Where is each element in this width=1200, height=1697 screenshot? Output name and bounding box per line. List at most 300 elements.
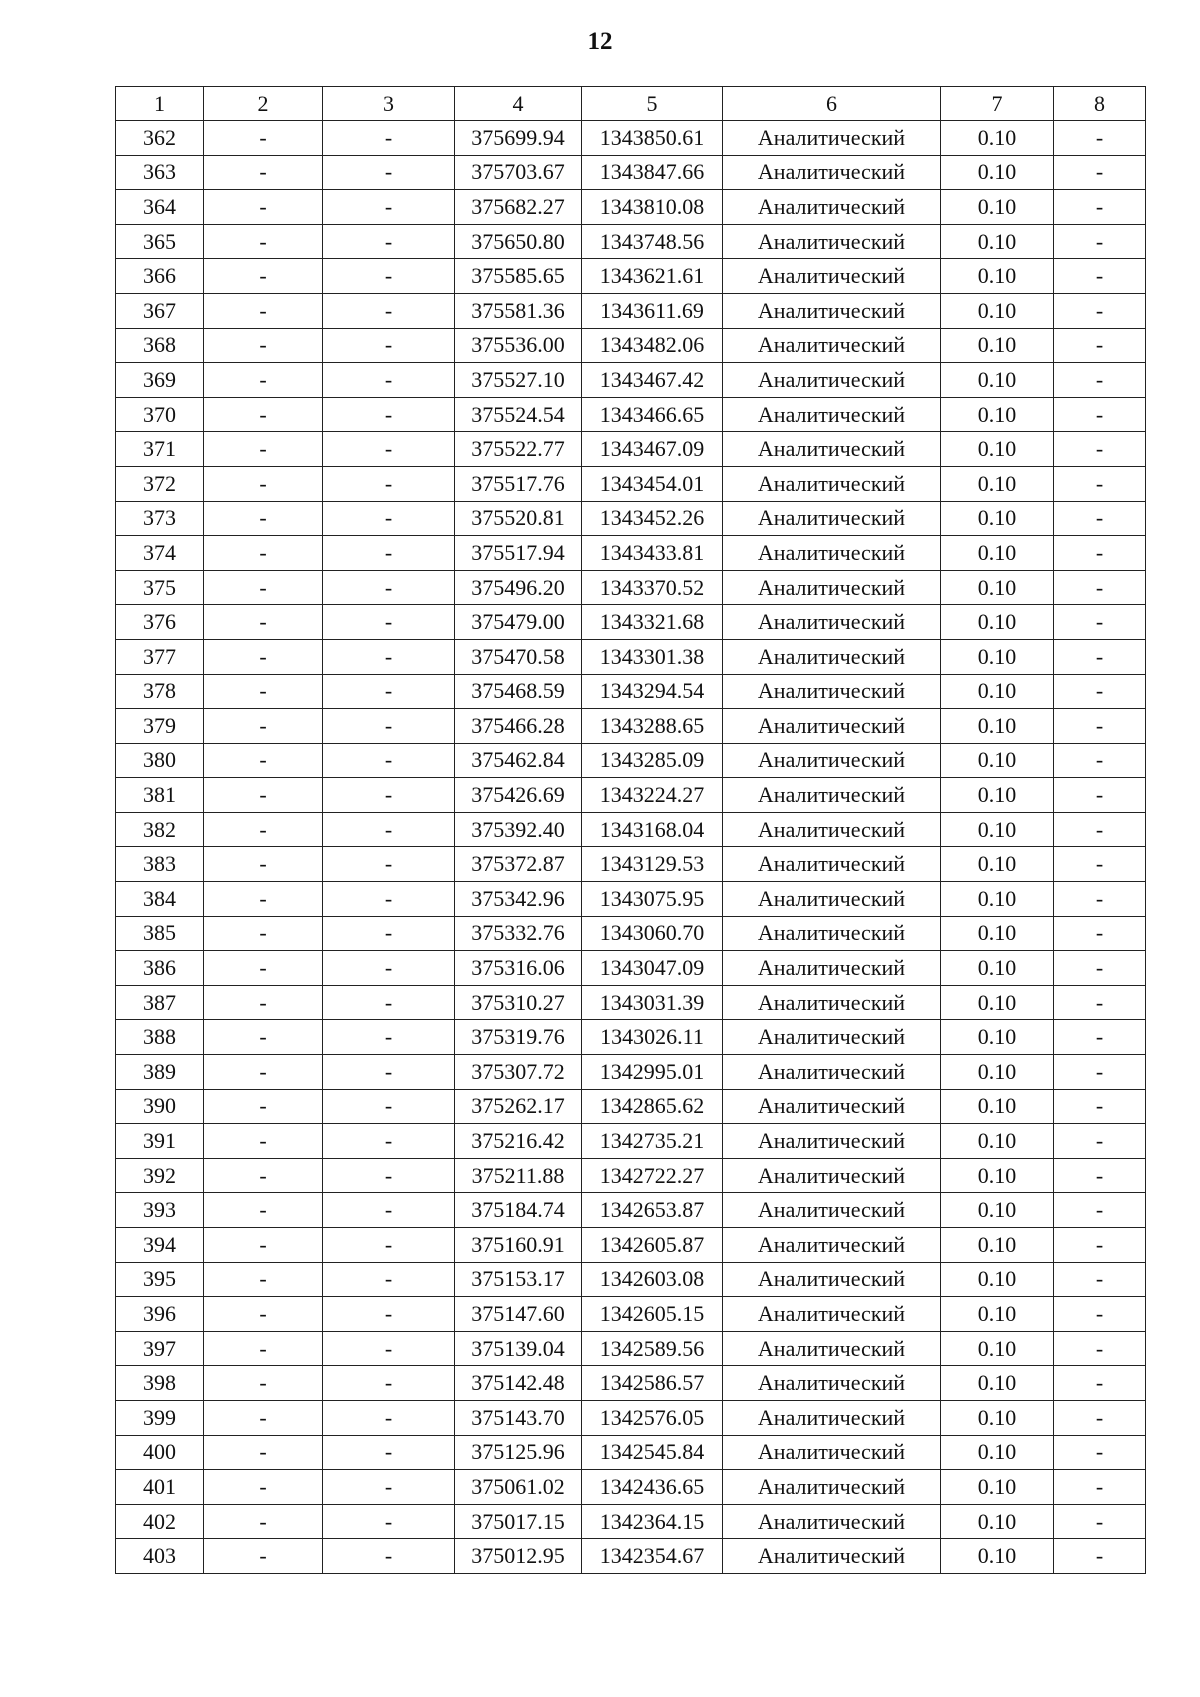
col2-cell: - xyxy=(204,155,323,190)
method-cell: Аналитический xyxy=(723,1089,941,1124)
table-header-row xyxy=(116,87,1146,121)
table-row xyxy=(116,155,1146,190)
point-number-cell: 400 xyxy=(116,1435,204,1470)
col8-cell: - xyxy=(1054,1331,1146,1366)
col2-cell: - xyxy=(204,570,323,605)
col8-cell: - xyxy=(1054,1089,1146,1124)
table-row xyxy=(116,1297,1146,1332)
y-coordinate-cell: 1343294.54 xyxy=(582,674,723,709)
method-cell: Аналитический xyxy=(723,259,941,294)
col3-cell: - xyxy=(323,259,455,294)
point-number-cell: 383 xyxy=(116,847,204,882)
col8-cell: - xyxy=(1054,778,1146,813)
method-cell: Аналитический xyxy=(723,1055,941,1090)
table-row xyxy=(116,1504,1146,1539)
method-cell: Аналитический xyxy=(723,709,941,744)
table-row xyxy=(116,674,1146,709)
y-coordinate-cell: 1343288.65 xyxy=(582,709,723,744)
col2-cell: - xyxy=(204,951,323,986)
method-cell: Аналитический xyxy=(723,501,941,536)
accuracy-cell: 0.10 xyxy=(941,1504,1054,1539)
y-coordinate-cell: 1343467.09 xyxy=(582,432,723,467)
table-row xyxy=(116,1331,1146,1366)
col3-cell: - xyxy=(323,190,455,225)
col3-cell: - xyxy=(323,1400,455,1435)
accuracy-cell: 0.10 xyxy=(941,1124,1054,1159)
point-number-cell: 381 xyxy=(116,778,204,813)
table-row xyxy=(116,432,1146,467)
col3-cell: - xyxy=(323,155,455,190)
y-coordinate-cell: 1343466.65 xyxy=(582,397,723,432)
col2-cell: - xyxy=(204,1262,323,1297)
table-row xyxy=(116,709,1146,744)
col3-cell: - xyxy=(323,293,455,328)
col2-cell: - xyxy=(204,1470,323,1505)
point-number-cell: 375 xyxy=(116,570,204,605)
point-number-cell: 362 xyxy=(116,121,204,156)
column-header: 8 xyxy=(1054,87,1146,121)
accuracy-cell: 0.10 xyxy=(941,1297,1054,1332)
x-coordinate-cell: 375517.94 xyxy=(455,536,582,571)
col3-cell: - xyxy=(323,778,455,813)
table-row xyxy=(116,363,1146,398)
col2-cell: - xyxy=(204,397,323,432)
col2-cell: - xyxy=(204,121,323,156)
col2-cell: - xyxy=(204,1193,323,1228)
page-number: 12 xyxy=(587,28,613,55)
col8-cell: - xyxy=(1054,985,1146,1020)
point-number-cell: 370 xyxy=(116,397,204,432)
y-coordinate-cell: 1342576.05 xyxy=(582,1400,723,1435)
method-cell: Аналитический xyxy=(723,743,941,778)
point-number-cell: 377 xyxy=(116,639,204,674)
y-coordinate-cell: 1342354.67 xyxy=(582,1539,723,1574)
table-row xyxy=(116,328,1146,363)
table-row xyxy=(116,501,1146,536)
point-number-cell: 366 xyxy=(116,259,204,294)
y-coordinate-cell: 1343810.08 xyxy=(582,190,723,225)
col8-cell: - xyxy=(1054,1539,1146,1574)
x-coordinate-cell: 375216.42 xyxy=(455,1124,582,1159)
table-row xyxy=(116,224,1146,259)
column-header: 3 xyxy=(323,87,455,121)
point-number-cell: 403 xyxy=(116,1539,204,1574)
x-coordinate-cell: 375703.67 xyxy=(455,155,582,190)
y-coordinate-cell: 1342436.65 xyxy=(582,1470,723,1505)
y-coordinate-cell: 1343224.27 xyxy=(582,778,723,813)
col2-cell: - xyxy=(204,812,323,847)
method-cell: Аналитический xyxy=(723,1262,941,1297)
method-cell: Аналитический xyxy=(723,328,941,363)
x-coordinate-cell: 375392.40 xyxy=(455,812,582,847)
method-cell: Аналитический xyxy=(723,1435,941,1470)
col3-cell: - xyxy=(323,1331,455,1366)
col2-cell: - xyxy=(204,1331,323,1366)
col3-cell: - xyxy=(323,605,455,640)
col3-cell: - xyxy=(323,328,455,363)
col2-cell: - xyxy=(204,1297,323,1332)
point-number-cell: 367 xyxy=(116,293,204,328)
y-coordinate-cell: 1343075.95 xyxy=(582,882,723,917)
point-number-cell: 397 xyxy=(116,1331,204,1366)
table-row xyxy=(116,605,1146,640)
col8-cell: - xyxy=(1054,397,1146,432)
col2-cell: - xyxy=(204,259,323,294)
method-cell: Аналитический xyxy=(723,847,941,882)
col2-cell: - xyxy=(204,363,323,398)
method-cell: Аналитический xyxy=(723,1504,941,1539)
method-cell: Аналитический xyxy=(723,363,941,398)
y-coordinate-cell: 1343060.70 xyxy=(582,916,723,951)
point-number-cell: 384 xyxy=(116,882,204,917)
y-coordinate-cell: 1343482.06 xyxy=(582,328,723,363)
col3-cell: - xyxy=(323,1228,455,1263)
table-row xyxy=(116,1262,1146,1297)
col8-cell: - xyxy=(1054,674,1146,709)
table-row xyxy=(116,1124,1146,1159)
table-row xyxy=(116,570,1146,605)
col8-cell: - xyxy=(1054,1158,1146,1193)
point-number-cell: 392 xyxy=(116,1158,204,1193)
col3-cell: - xyxy=(323,224,455,259)
accuracy-cell: 0.10 xyxy=(941,1089,1054,1124)
x-coordinate-cell: 375462.84 xyxy=(455,743,582,778)
x-coordinate-cell: 375310.27 xyxy=(455,985,582,1020)
y-coordinate-cell: 1343026.11 xyxy=(582,1020,723,1055)
x-coordinate-cell: 375468.59 xyxy=(455,674,582,709)
col2-cell: - xyxy=(204,1504,323,1539)
col2-cell: - xyxy=(204,1020,323,1055)
method-cell: Аналитический xyxy=(723,778,941,813)
accuracy-cell: 0.10 xyxy=(941,466,1054,501)
x-coordinate-cell: 375682.27 xyxy=(455,190,582,225)
accuracy-cell: 0.10 xyxy=(941,397,1054,432)
col8-cell: - xyxy=(1054,466,1146,501)
col8-cell: - xyxy=(1054,916,1146,951)
point-number-cell: 390 xyxy=(116,1089,204,1124)
coordinates-table xyxy=(115,86,1146,1574)
table-row xyxy=(116,466,1146,501)
point-number-cell: 401 xyxy=(116,1470,204,1505)
y-coordinate-cell: 1343370.52 xyxy=(582,570,723,605)
x-coordinate-cell: 375143.70 xyxy=(455,1400,582,1435)
x-coordinate-cell: 375342.96 xyxy=(455,882,582,917)
col8-cell: - xyxy=(1054,1262,1146,1297)
y-coordinate-cell: 1343621.61 xyxy=(582,259,723,294)
col2-cell: - xyxy=(204,293,323,328)
col2-cell: - xyxy=(204,466,323,501)
accuracy-cell: 0.10 xyxy=(941,1400,1054,1435)
col8-cell: - xyxy=(1054,639,1146,674)
method-cell: Аналитический xyxy=(723,536,941,571)
col3-cell: - xyxy=(323,1055,455,1090)
x-coordinate-cell: 375147.60 xyxy=(455,1297,582,1332)
point-number-cell: 388 xyxy=(116,1020,204,1055)
col2-cell: - xyxy=(204,639,323,674)
y-coordinate-cell: 1342605.15 xyxy=(582,1297,723,1332)
col2-cell: - xyxy=(204,1435,323,1470)
col2-cell: - xyxy=(204,1089,323,1124)
method-cell: Аналитический xyxy=(723,812,941,847)
point-number-cell: 398 xyxy=(116,1366,204,1401)
col8-cell: - xyxy=(1054,501,1146,536)
method-cell: Аналитический xyxy=(723,224,941,259)
col3-cell: - xyxy=(323,1539,455,1574)
point-number-cell: 391 xyxy=(116,1124,204,1159)
col3-cell: - xyxy=(323,363,455,398)
col8-cell: - xyxy=(1054,570,1146,605)
accuracy-cell: 0.10 xyxy=(941,882,1054,917)
point-number-cell: 368 xyxy=(116,328,204,363)
y-coordinate-cell: 1342603.08 xyxy=(582,1262,723,1297)
col2-cell: - xyxy=(204,882,323,917)
col8-cell: - xyxy=(1054,536,1146,571)
col8-cell: - xyxy=(1054,259,1146,294)
x-coordinate-cell: 375153.17 xyxy=(455,1262,582,1297)
table-row xyxy=(116,1470,1146,1505)
table-row xyxy=(116,778,1146,813)
table-row xyxy=(116,259,1146,294)
accuracy-cell: 0.10 xyxy=(941,916,1054,951)
col8-cell: - xyxy=(1054,1435,1146,1470)
table-row xyxy=(116,985,1146,1020)
accuracy-cell: 0.10 xyxy=(941,951,1054,986)
accuracy-cell: 0.10 xyxy=(941,190,1054,225)
col2-cell: - xyxy=(204,1124,323,1159)
col2-cell: - xyxy=(204,674,323,709)
x-coordinate-cell: 375142.48 xyxy=(455,1366,582,1401)
col3-cell: - xyxy=(323,570,455,605)
accuracy-cell: 0.10 xyxy=(941,1020,1054,1055)
col3-cell: - xyxy=(323,985,455,1020)
y-coordinate-cell: 1342364.15 xyxy=(582,1504,723,1539)
method-cell: Аналитический xyxy=(723,605,941,640)
y-coordinate-cell: 1342605.87 xyxy=(582,1228,723,1263)
accuracy-cell: 0.10 xyxy=(941,1539,1054,1574)
col8-cell: - xyxy=(1054,1470,1146,1505)
column-header: 4 xyxy=(455,87,582,121)
accuracy-cell: 0.10 xyxy=(941,1055,1054,1090)
col2-cell: - xyxy=(204,1400,323,1435)
col8-cell: - xyxy=(1054,709,1146,744)
point-number-cell: 369 xyxy=(116,363,204,398)
y-coordinate-cell: 1343047.09 xyxy=(582,951,723,986)
x-coordinate-cell: 375139.04 xyxy=(455,1331,582,1366)
y-coordinate-cell: 1343301.38 xyxy=(582,639,723,674)
x-coordinate-cell: 375372.87 xyxy=(455,847,582,882)
x-coordinate-cell: 375496.20 xyxy=(455,570,582,605)
accuracy-cell: 0.10 xyxy=(941,363,1054,398)
col8-cell: - xyxy=(1054,1055,1146,1090)
y-coordinate-cell: 1343611.69 xyxy=(582,293,723,328)
accuracy-cell: 0.10 xyxy=(941,1435,1054,1470)
accuracy-cell: 0.10 xyxy=(941,432,1054,467)
column-header: 7 xyxy=(941,87,1054,121)
method-cell: Аналитический xyxy=(723,985,941,1020)
col8-cell: - xyxy=(1054,121,1146,156)
col3-cell: - xyxy=(323,121,455,156)
x-coordinate-cell: 375125.96 xyxy=(455,1435,582,1470)
x-coordinate-cell: 375017.15 xyxy=(455,1504,582,1539)
col3-cell: - xyxy=(323,743,455,778)
x-coordinate-cell: 375520.81 xyxy=(455,501,582,536)
table-row xyxy=(116,190,1146,225)
point-number-cell: 395 xyxy=(116,1262,204,1297)
col2-cell: - xyxy=(204,1539,323,1574)
col8-cell: - xyxy=(1054,847,1146,882)
y-coordinate-cell: 1343467.42 xyxy=(582,363,723,398)
col8-cell: - xyxy=(1054,1297,1146,1332)
col3-cell: - xyxy=(323,812,455,847)
x-coordinate-cell: 375650.80 xyxy=(455,224,582,259)
accuracy-cell: 0.10 xyxy=(941,985,1054,1020)
col2-cell: - xyxy=(204,985,323,1020)
col3-cell: - xyxy=(323,916,455,951)
method-cell: Аналитический xyxy=(723,1020,941,1055)
table-row xyxy=(116,293,1146,328)
col2-cell: - xyxy=(204,709,323,744)
col3-cell: - xyxy=(323,1470,455,1505)
method-cell: Аналитический xyxy=(723,121,941,156)
col3-cell: - xyxy=(323,709,455,744)
method-cell: Аналитический xyxy=(723,1193,941,1228)
accuracy-cell: 0.10 xyxy=(941,743,1054,778)
y-coordinate-cell: 1343748.56 xyxy=(582,224,723,259)
col2-cell: - xyxy=(204,536,323,571)
col3-cell: - xyxy=(323,1262,455,1297)
accuracy-cell: 0.10 xyxy=(941,1228,1054,1263)
col3-cell: - xyxy=(323,397,455,432)
col2-cell: - xyxy=(204,1366,323,1401)
y-coordinate-cell: 1342722.27 xyxy=(582,1158,723,1193)
point-number-cell: 376 xyxy=(116,605,204,640)
col8-cell: - xyxy=(1054,743,1146,778)
col8-cell: - xyxy=(1054,363,1146,398)
x-coordinate-cell: 375524.54 xyxy=(455,397,582,432)
col3-cell: - xyxy=(323,639,455,674)
y-coordinate-cell: 1342995.01 xyxy=(582,1055,723,1090)
table-row xyxy=(116,916,1146,951)
method-cell: Аналитический xyxy=(723,1331,941,1366)
point-number-cell: 389 xyxy=(116,1055,204,1090)
method-cell: Аналитический xyxy=(723,1539,941,1574)
x-coordinate-cell: 375319.76 xyxy=(455,1020,582,1055)
table-row xyxy=(116,639,1146,674)
x-coordinate-cell: 375160.91 xyxy=(455,1228,582,1263)
table-row xyxy=(116,1228,1146,1263)
column-header: 2 xyxy=(204,87,323,121)
accuracy-cell: 0.10 xyxy=(941,536,1054,571)
point-number-cell: 387 xyxy=(116,985,204,1020)
accuracy-cell: 0.10 xyxy=(941,293,1054,328)
table-row xyxy=(116,1089,1146,1124)
point-number-cell: 372 xyxy=(116,466,204,501)
method-cell: Аналитический xyxy=(723,639,941,674)
point-number-cell: 378 xyxy=(116,674,204,709)
col8-cell: - xyxy=(1054,224,1146,259)
col3-cell: - xyxy=(323,501,455,536)
y-coordinate-cell: 1342865.62 xyxy=(582,1089,723,1124)
accuracy-cell: 0.10 xyxy=(941,1158,1054,1193)
method-cell: Аналитический xyxy=(723,1400,941,1435)
table-row xyxy=(116,1435,1146,1470)
table-row xyxy=(116,743,1146,778)
x-coordinate-cell: 375061.02 xyxy=(455,1470,582,1505)
method-cell: Аналитический xyxy=(723,916,941,951)
col8-cell: - xyxy=(1054,605,1146,640)
point-number-cell: 402 xyxy=(116,1504,204,1539)
method-cell: Аналитический xyxy=(723,570,941,605)
col2-cell: - xyxy=(204,1055,323,1090)
point-number-cell: 379 xyxy=(116,709,204,744)
table-row xyxy=(116,1193,1146,1228)
accuracy-cell: 0.10 xyxy=(941,121,1054,156)
table-row xyxy=(116,397,1146,432)
method-cell: Аналитический xyxy=(723,1470,941,1505)
accuracy-cell: 0.10 xyxy=(941,709,1054,744)
table-row xyxy=(116,536,1146,571)
y-coordinate-cell: 1343847.66 xyxy=(582,155,723,190)
accuracy-cell: 0.10 xyxy=(941,501,1054,536)
table-row xyxy=(116,951,1146,986)
col3-cell: - xyxy=(323,1020,455,1055)
table-row xyxy=(116,812,1146,847)
accuracy-cell: 0.10 xyxy=(941,1193,1054,1228)
y-coordinate-cell: 1342589.56 xyxy=(582,1331,723,1366)
col8-cell: - xyxy=(1054,328,1146,363)
method-cell: Аналитический xyxy=(723,155,941,190)
table-row xyxy=(116,1539,1146,1574)
col2-cell: - xyxy=(204,501,323,536)
method-cell: Аналитический xyxy=(723,951,941,986)
col2-cell: - xyxy=(204,847,323,882)
col2-cell: - xyxy=(204,328,323,363)
accuracy-cell: 0.10 xyxy=(941,778,1054,813)
col2-cell: - xyxy=(204,743,323,778)
accuracy-cell: 0.10 xyxy=(941,1331,1054,1366)
point-number-cell: 386 xyxy=(116,951,204,986)
table-row xyxy=(116,121,1146,156)
table-row xyxy=(116,1400,1146,1435)
col2-cell: - xyxy=(204,224,323,259)
col2-cell: - xyxy=(204,190,323,225)
column-header: 5 xyxy=(582,87,723,121)
col3-cell: - xyxy=(323,951,455,986)
col8-cell: - xyxy=(1054,1124,1146,1159)
method-cell: Аналитический xyxy=(723,882,941,917)
x-coordinate-cell: 375527.10 xyxy=(455,363,582,398)
accuracy-cell: 0.10 xyxy=(941,328,1054,363)
col8-cell: - xyxy=(1054,1020,1146,1055)
table-row xyxy=(116,1366,1146,1401)
x-coordinate-cell: 375012.95 xyxy=(455,1539,582,1574)
col8-cell: - xyxy=(1054,1400,1146,1435)
col3-cell: - xyxy=(323,1158,455,1193)
y-coordinate-cell: 1343433.81 xyxy=(582,536,723,571)
method-cell: Аналитический xyxy=(723,674,941,709)
col8-cell: - xyxy=(1054,155,1146,190)
accuracy-cell: 0.10 xyxy=(941,1262,1054,1297)
x-coordinate-cell: 375184.74 xyxy=(455,1193,582,1228)
x-coordinate-cell: 375522.77 xyxy=(455,432,582,467)
accuracy-cell: 0.10 xyxy=(941,570,1054,605)
method-cell: Аналитический xyxy=(723,1158,941,1193)
table-row xyxy=(116,1055,1146,1090)
method-cell: Аналитический xyxy=(723,1228,941,1263)
col8-cell: - xyxy=(1054,1504,1146,1539)
col3-cell: - xyxy=(323,1504,455,1539)
accuracy-cell: 0.10 xyxy=(941,259,1054,294)
